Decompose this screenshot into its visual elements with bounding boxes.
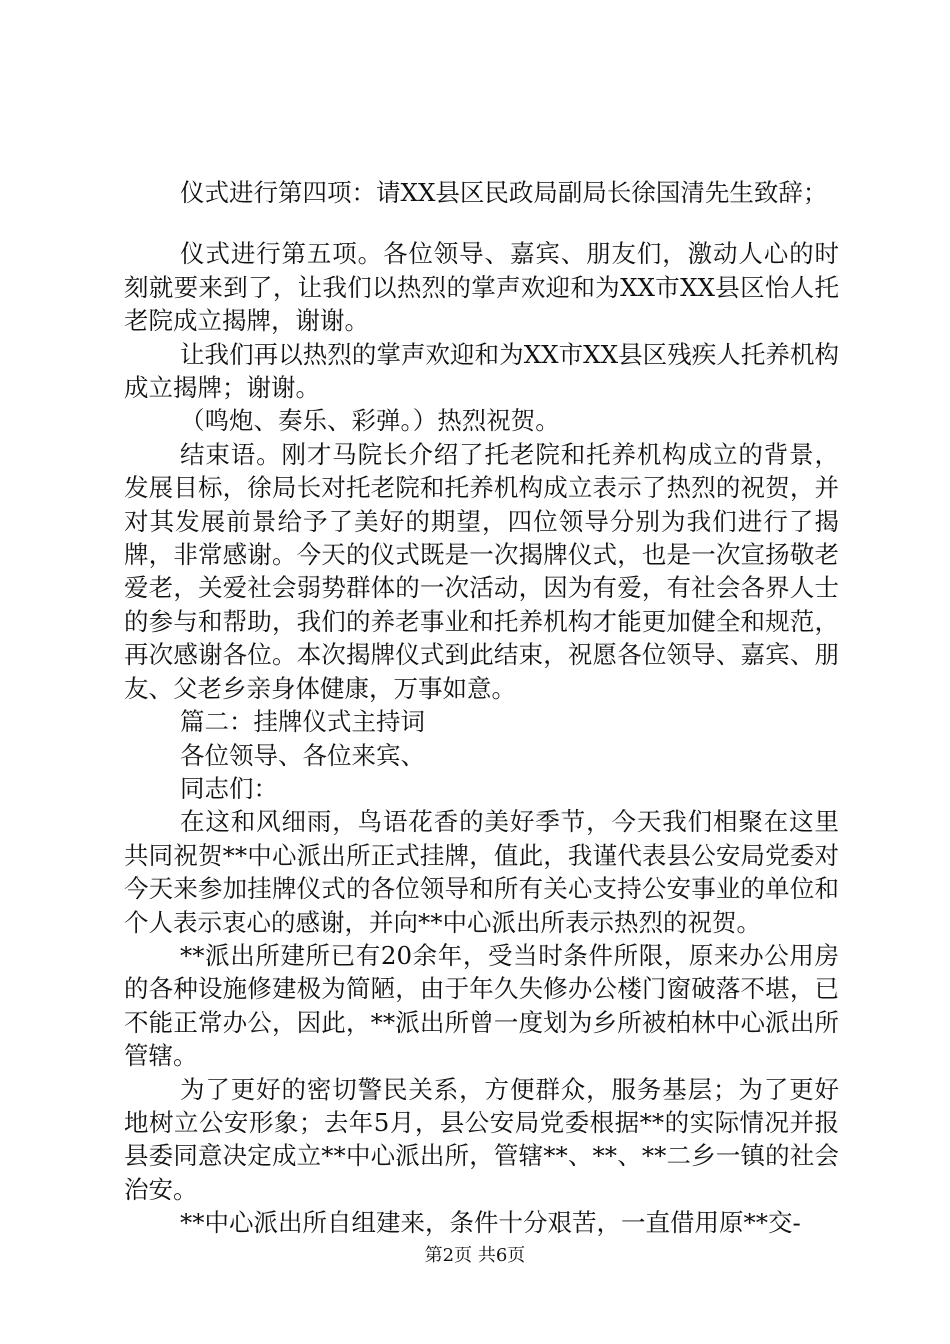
- section-heading: 篇二：挂牌仪式主持词: [180, 707, 425, 737]
- paragraph: 仪式进行第四项：请XX县区民政局副局长徐国清先生致辞；: [180, 178, 828, 207]
- paragraph: **中心派出所自组建来，条件十分艰苦，一直借用原**交-: [180, 1208, 801, 1238]
- document-body: [124, 176, 839, 1240]
- paragraph: 为了更好的密切警民关系，方便群众，服务基层；为了更好地树立公安形象；去年5月，县公安局党委根据**的实际情况并报县委同意决定成立**中心派出所，管辖**、**、**二乡一镇的社会治安。: [124, 1074, 839, 1204]
- page-number: 第2页 共6页: [424, 1245, 526, 1266]
- paragraph: 仪式进行第五项。各位领导、嘉宾、朋友们，激动人心的时刻就要来到了，让我们以热烈的掌声欢迎和为XX市XX县区怡人托老院成立揭牌，谢谢。: [124, 239, 839, 336]
- paragraph: （鸣炮、奏乐、彩弹。）热烈祝贺。: [180, 406, 560, 436]
- salutation: 同志们：: [180, 773, 278, 803]
- salutation: 各位领导、各位来宾、: [180, 740, 425, 770]
- paragraph: 在这和风细雨，鸟语花香的美好季节，今天我们相聚在这里共同祝贺**中心派出所正式挂牌，值此，我谨代表县公安局党委对今天来参加挂牌仪式的各位领导和所有关心支持公安事业的单位和个人表示衷心的感谢，并向**中心派出所表示热烈的祝贺。: [124, 807, 839, 937]
- paragraph: **派出所建所已有20余年，受当时条件所限，原来办公用房的各种设施修建极为简陋，由于年久失修办公楼门窗破落不堪，已不能正常办公，因此，**派出所曾一度划为乡所被柏林中心派出所管辖。: [124, 940, 839, 1071]
- paragraph: 结束语。刚才马院长介绍了托老院和托养机构成立的背景，发展目标，徐局长对托老院和托养机构成立表示了热烈的祝贺，并对其发展前景给予了美好的期望，四位领导分别为我们进行了揭牌，非常感谢。今天的仪式既是一次揭牌仪式，也是一次宣扬敬老爱老，关爱社会弱势群体的一次活动，因为有爱，有社会各界人士的参与和帮助，我们的养老事业和托养机构才能更加健全和规范，再次感谢各位。本次揭牌仪式到此结束，祝愿各位领导、嘉宾、朋友、父老乡亲身体健康，万事如意。: [124, 439, 839, 703]
- paragraph: 让我们再以热烈的掌声欢迎和为XX市XX县区残疾人托养机构成立揭牌；谢谢。: [124, 339, 839, 403]
